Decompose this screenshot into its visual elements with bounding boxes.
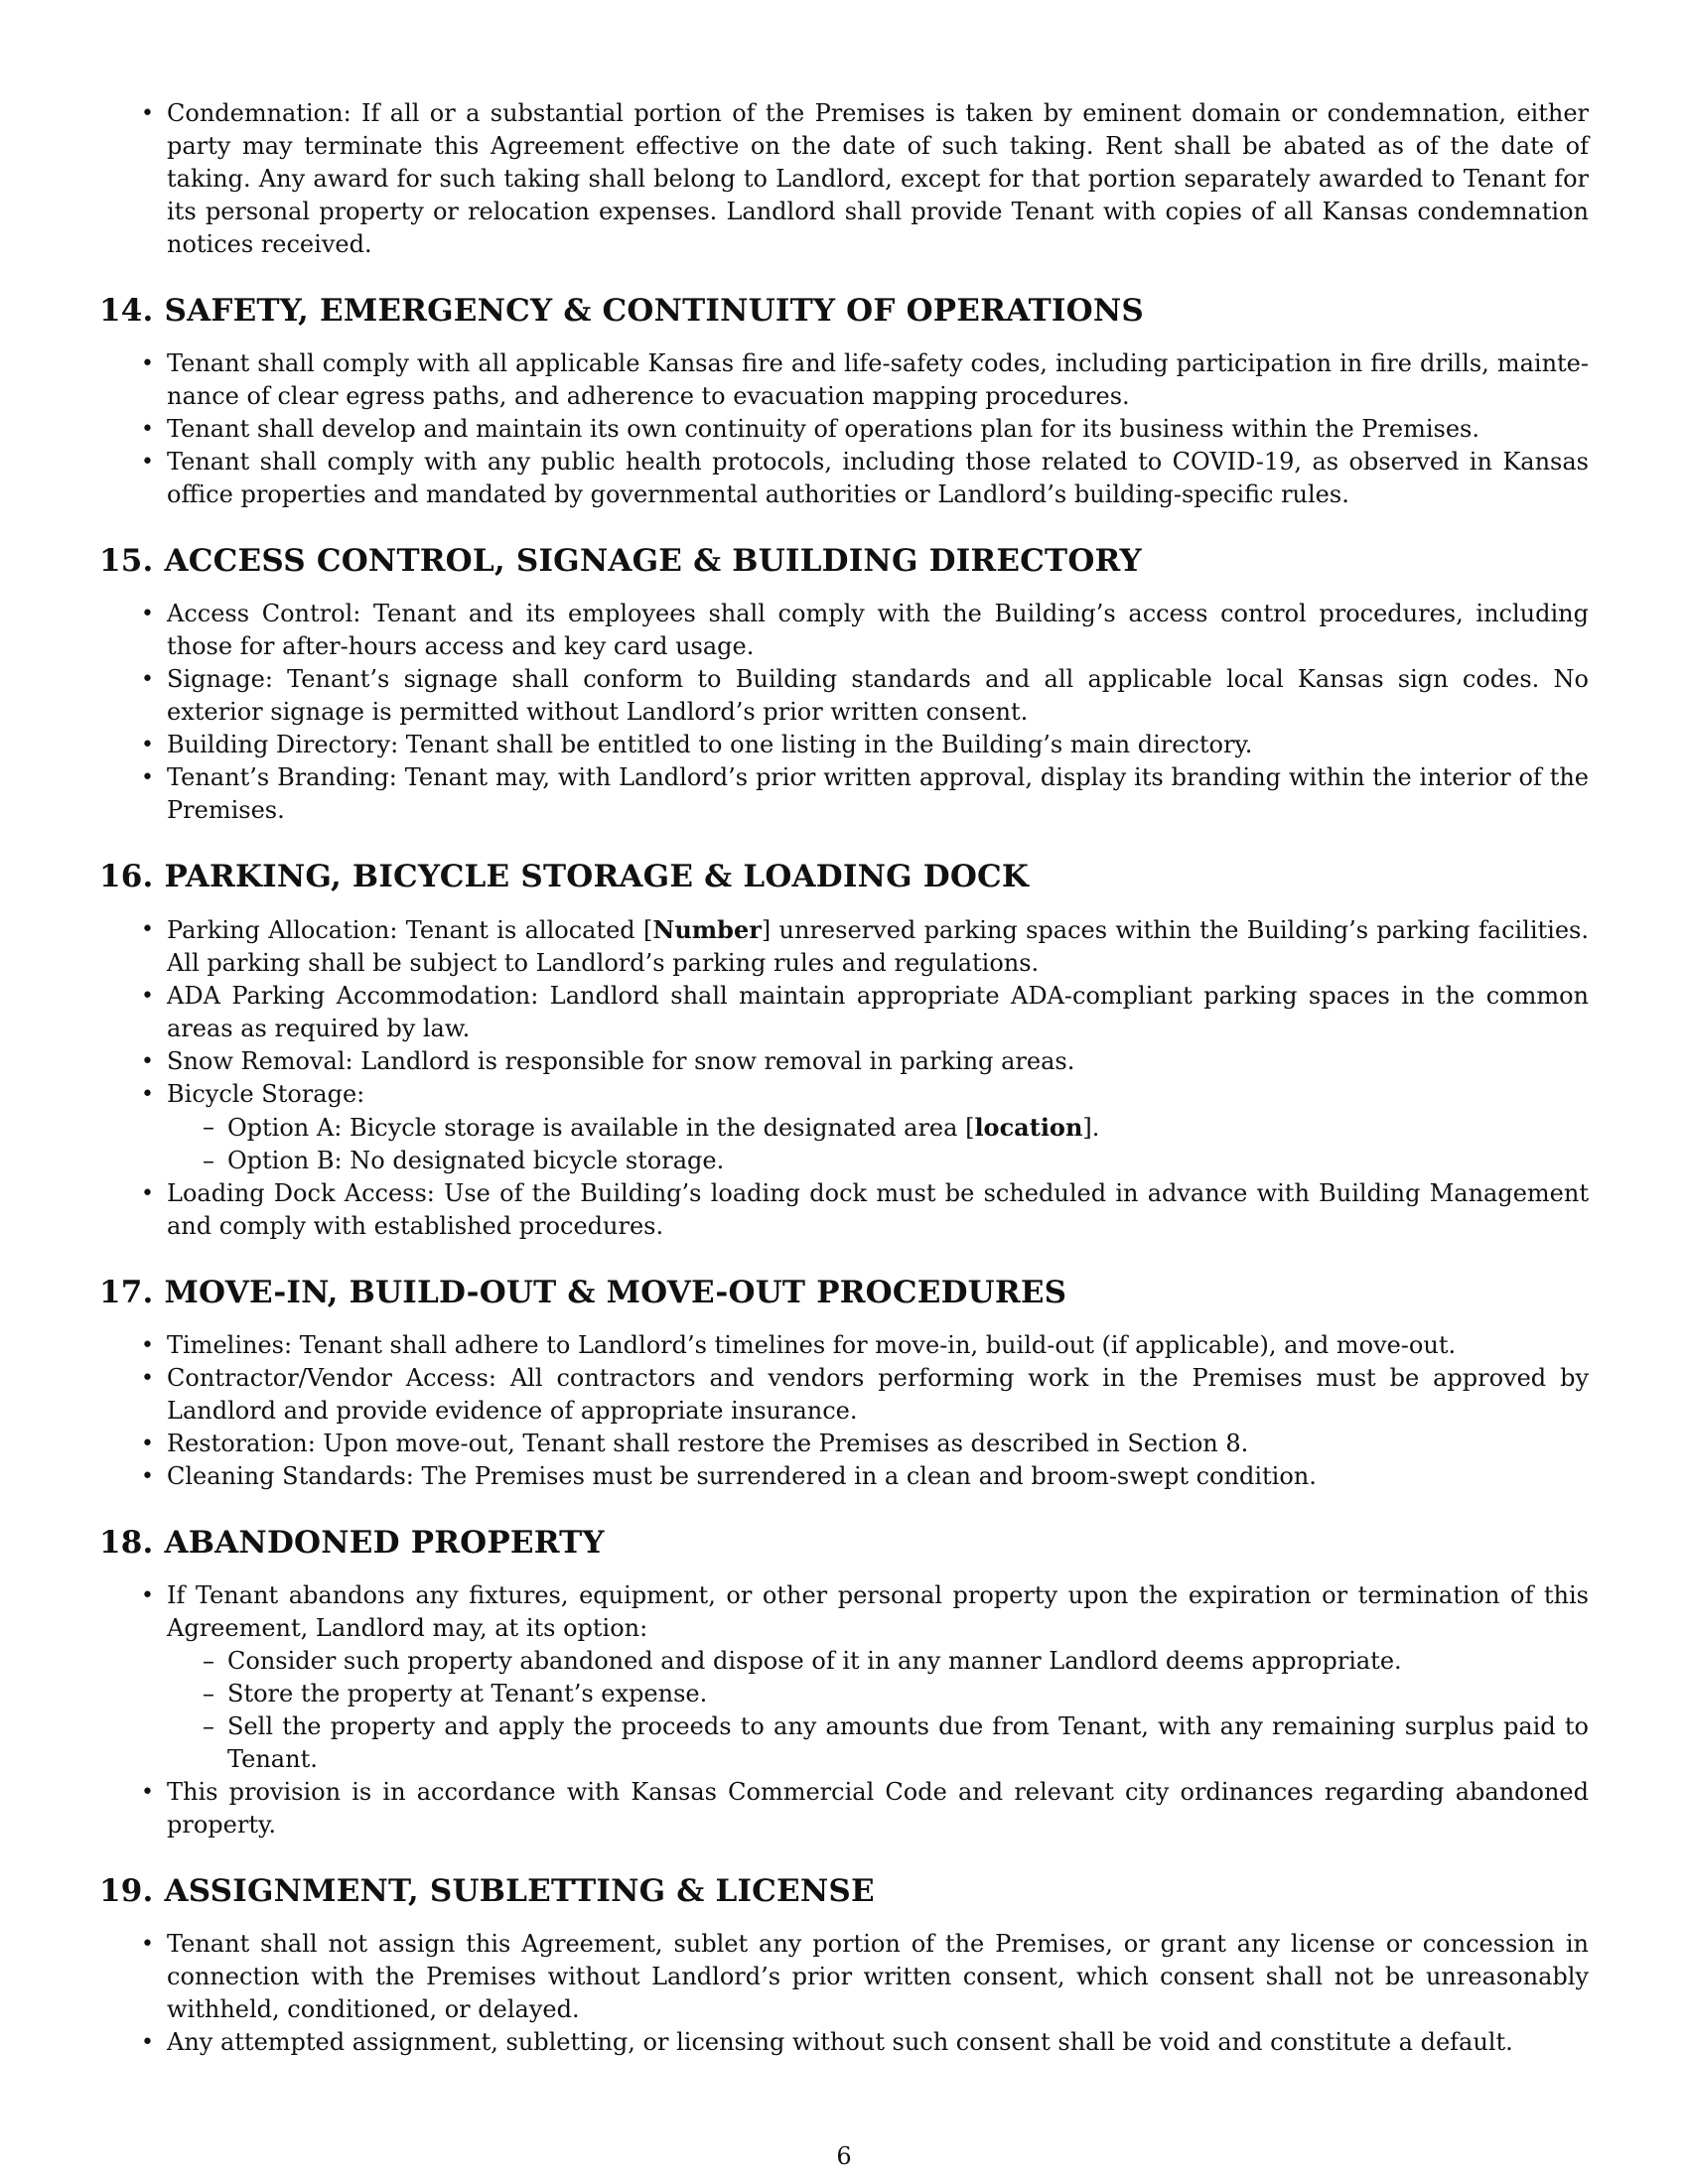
section-16-list	[99, 913, 1589, 1243]
list-item	[99, 913, 1589, 980]
option-a-pre: Option A: Bicycle storage is available in the designated area [	[227, 1114, 975, 1142]
list-item: • Snow Removal: Landlord is responsible for snow removal in parking areas.	[99, 1045, 1589, 1078]
list-item: • Tenant shall not assign this Agreement, sublet any portion of the Premises, or grant any license or concession in connection with the Premises without Landlord’s prior written consent, which consent shall not be unreasonably withheld, conditioned, or delayed.	[99, 1928, 1589, 2026]
list-item: • Contractor/Vendor Access: All contractors and vendors performing work in the Premises must be approved by Landlord and provide evidence of appropriate insurance.	[99, 1362, 1589, 1428]
abandoned-lead-text: If Tenant abandons any fixtures, equipment, or other personal property upon the expiration or termination of this Agreement, Landlord may, at its option:	[167, 1581, 1589, 1642]
sub-list-item: – Consider such property abandoned and dispose of it in any manner Landlord deems appropriate.	[167, 1645, 1589, 1678]
condemnation-list	[99, 97, 1589, 261]
section-17-heading: 17. MOVE-IN, BUILD-OUT & MOVE-OUT PROCEDURES	[99, 1275, 1067, 1310]
list-item: • Condemnation: If all or a substantial portion of the Premises is taken by eminent domain or condemnation, either party may terminate this Agreement effective on the date of such taking. Rent shall be abated as of the date of taking. Any award for such taking shall belong to Landlord, except for that portion separately awarded to Tenant for its personal property or relocation expenses. Landlord shall provide Tenant with copies of all Kansas condemnation notices received.	[99, 97, 1589, 261]
section-19-list	[99, 1928, 1589, 2059]
section-18-list	[99, 1579, 1589, 1842]
parking-text-pre: Parking Allocation: Tenant is allocated [	[167, 916, 653, 944]
section-19-heading: 19. ASSIGNMENT, SUBLETTING & LICENSE	[99, 1873, 875, 1909]
list-item	[99, 1579, 1589, 1776]
page-number: 6	[836, 2142, 852, 2170]
list-item: • Tenant shall develop and maintain its own continuity of operations plan for its business within the Premises.	[99, 413, 1589, 446]
list-item: • ADA Parking Accommodation: Landlord shall maintain appropriate ADA-compliant parking spaces in the common areas as required by law.	[99, 980, 1589, 1045]
option-a-post: ].	[1082, 1114, 1100, 1142]
list-item: • Tenant’s Branding: Tenant may, with Landlord’s prior written approval, display its branding within the interior of the Premises.	[99, 761, 1589, 827]
section-18-heading: 18. ABANDONED PROPERTY	[99, 1525, 605, 1561]
section-17-list	[99, 1329, 1589, 1493]
sub-list-item: – Store the property at Tenant’s expense.	[167, 1678, 1589, 1710]
list-item: • Cleaning Standards: The Premises must be surrendered in a clean and broom-swept condition.	[99, 1460, 1589, 1493]
abandoned-options-list	[167, 1645, 1589, 1776]
list-item: • Building Directory: Tenant shall be entitled to one listing in the Building’s main directory.	[99, 729, 1589, 761]
list-item: • Tenant shall comply with all applicable Kansas fire and life-safety codes, including participation in fire drills, maintenance of clear egress paths, and adherence to evacuation mapping procedures.	[99, 347, 1589, 413]
bicycle-storage-label: Bicycle Storage:	[167, 1080, 365, 1108]
list-item: • Restoration: Upon move-out, Tenant shall restore the Premises as described in Section 8.	[99, 1428, 1589, 1460]
list-item: • Tenant shall comply with any public health protocols, including those related to COVID-19, as observed in Kansas office properties and mandated by governmental authorities or Landlord’s building-specific rules.	[99, 446, 1589, 511]
section-16-heading: 16. PARKING, BICYCLE STORAGE & LOADING DOCK	[99, 859, 1030, 894]
sub-list-item	[167, 1111, 1589, 1145]
bicycle-options-list	[167, 1111, 1589, 1177]
section-14-list	[99, 347, 1589, 511]
parking-number-placeholder: Number	[652, 915, 762, 944]
document-page	[99, 97, 1589, 2059]
list-item: • Access Control: Tenant and its employees shall comply with the Building’s access control procedures, including those for after-hours access and key card usage.	[99, 598, 1589, 663]
list-item: • Loading Dock Access: Use of the Building’s loading dock must be scheduled in advance with Building Management and comply with established procedures.	[99, 1177, 1589, 1243]
list-item: • Signage: Tenant’s signage shall conform to Building standards and all applicable local Kansas sign codes. No exterior signage is permitted without Landlord’s prior written consent.	[99, 663, 1589, 729]
section-15-heading: 15. ACCESS CONTROL, SIGNAGE & BUILDING DIRECTORY	[99, 543, 1142, 579]
parking-text-post: ] unreserved parking spaces within the Building’s parking facilities. All parking shall be subject to Landlord’s parking rules and regulations.	[167, 916, 1590, 977]
section-14-heading: 14. SAFETY, EMERGENCY & CONTINUITY OF OPERATIONS	[99, 293, 1144, 329]
list-item: • Timelines: Tenant shall adhere to Landlord’s timelines for move-in, build-out (if applicable), and move-out.	[99, 1329, 1589, 1362]
list-item: • Any attempted assignment, subletting, or licensing without such consent shall be void and constitute a default.	[99, 2026, 1589, 2059]
list-item: • This provision is in accordance with Kansas Commercial Code and relevant city ordinances regarding abandoned property.	[99, 1776, 1589, 1842]
section-15-list	[99, 598, 1589, 827]
list-item	[99, 1078, 1589, 1177]
location-placeholder: location	[974, 1113, 1083, 1142]
sub-list-item: – Option B: No designated bicycle storage.	[167, 1145, 1589, 1177]
sub-list-item: – Sell the property and apply the proceeds to any amounts due from Tenant, with any remaining surplus paid to Tenant.	[167, 1710, 1589, 1776]
